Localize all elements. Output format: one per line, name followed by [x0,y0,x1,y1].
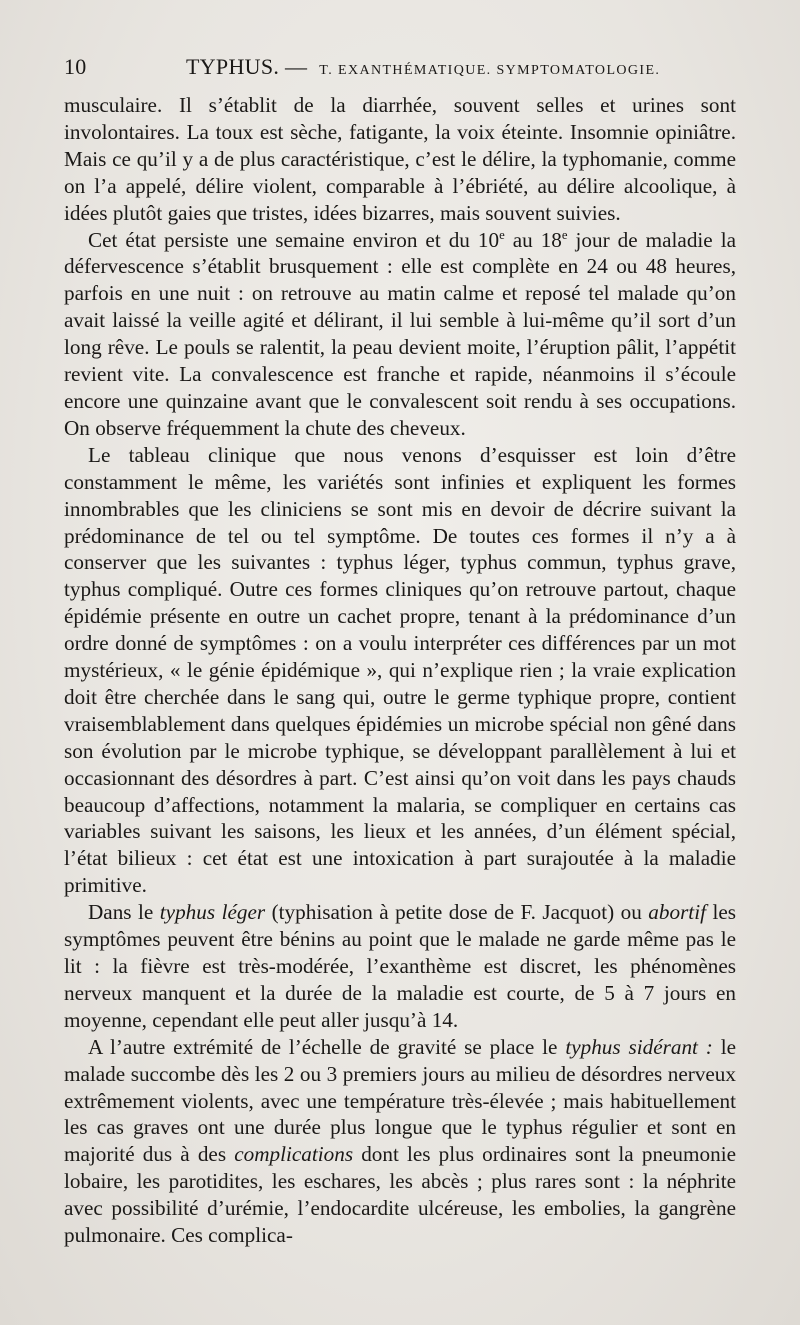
paragraph-2 [64,227,736,442]
page-number: 10 [64,54,87,79]
text-segment: Le tableau clinique que nous venons d’esquisser est loin d’être constamment le même, les variétés sont infinies et expliquent les formes innombrables que les cliniciens se sont mis en devoir de décrire suivant la prédominance de tel ou tel symptôme. De toutes ces formes il n’y a à conserver que les suivantes : typhus léger, typhus commun, typhus grave, typhus compliqué. Outre ces formes cliniques qu’on retrouve partout, chaque épidémie présente en outre un cachet propre, tenant à la prédominance d’un ordre donné de symptômes : on a voulu interpréter ces différences par un mot mystérieux, « le génie épidémique », qui n’explique rien ; la vraie explication doit être cherchée dans le sang qui, outre le germe typhique propre, contient vraisemblablement dans quelques épidémies un microbe spécial non gêné dans son évolution par le microbe typhique, se développant parallèlement à lui et occasionnant des désordres à part. C’est ainsi qu’on voit dans les pays chauds beaucoup d’affections, notamment la malaria, se compliquer en certains cas variables suivant les saisons, les lieux et les années, d’un élément spécial, l’état bilieux : cet état est une intoxication à part surajoutée à la maladie primitive. [64,442,736,898]
paragraph-3 [64,442,736,899]
text-segment: A l’autre extrémité de l’échelle de gravité se place le [88,1034,566,1059]
text-segment: Cet état persiste une semaine environ et du 10 [88,227,500,252]
paragraph-1 [64,92,736,227]
running-subtitle: T. EXANTHÉMATIQUE. SYMPTOMATOLOGIE. [319,63,661,78]
text-segment: Dans le [88,900,160,925]
text-segment: abortif [648,900,706,925]
paragraph-5 [64,1034,736,1249]
text-segment: dont les plus ordinaires sont la pneumonie lobaire, les parotidites, les eschares, les abcès ; plus rares sont : la néphrite avec possibilité d’urémie, l’endocardite ulcéreuse, les embolies, la gangrène pulmonaire. Ces complica- [64,1142,736,1248]
text-segment: e [499,227,505,242]
body-text [64,92,736,1249]
paragraph-4 [64,899,736,1034]
running-header [64,54,736,90]
text-segment: (typhisation à petite dose de F. Jacquot) ou [265,900,649,925]
text-segment: musculaire. Il s’établit de la diarrhée, souvent selles et urines sont involontaires. La toux est sèche, fatigante, la voix éteinte. Insomnie opiniâtre. Mais ce qu’il y a de plus caractéristique, c’est le délire, la typhomanie, comme on l’a appelé, délire violent, comparable à l’ébriété, au délire alcoolique, à idées plutôt gaies que tristes, idées bizarres, mais souvent suivies. [64,93,736,225]
text-segment: le malade succombe dès les 2 ou 3 premiers jours au milieu de désordres nerveux extrêmement violents, avec une température très-élevée ; mais habituellement les cas graves ont une durée plus longue que le typhus régulier et sont en majorité dus à des [64,1034,737,1167]
text-segment: typhus sidérant : [565,1034,713,1059]
text-segment: complications [234,1142,354,1167]
text-segment: les symptômes peuvent être bénins au point que le malade ne garde même pas le lit : la fièvre est très-modérée, l’exanthème est discret, les phénomènes nerveux manquent et la durée de la maladie est courte, de 5 à 7 jours en moyenne, cependant elle peut aller jusqu’à 14. [64,900,736,1032]
text-segment: jour de maladie la défervescence s’établit brusquement : elle est complète en 24 ou 48 heures, parfois en une nuit : on retrouve au matin calme et reposé tel malade qu’on avait laissé la veille agité et délirant, il lui semble à lui-même qu’il sort d’un long rêve. Le pouls se ralentit, la peau devient moite, l’éruption pâlit, l’appétit revient vite. La convalescence est franche et rapide, néanmoins il s’écoule encore une quinzaine avant que le convalescent soit rendu à ses occupations. On observe fréquemment la chute des cheveux. [64,227,736,440]
text-segment: typhus léger [159,900,266,925]
text-segment: au 18 [504,227,562,252]
text-segment: e [561,227,568,242]
running-title: TYPHUS. — [186,54,308,79]
